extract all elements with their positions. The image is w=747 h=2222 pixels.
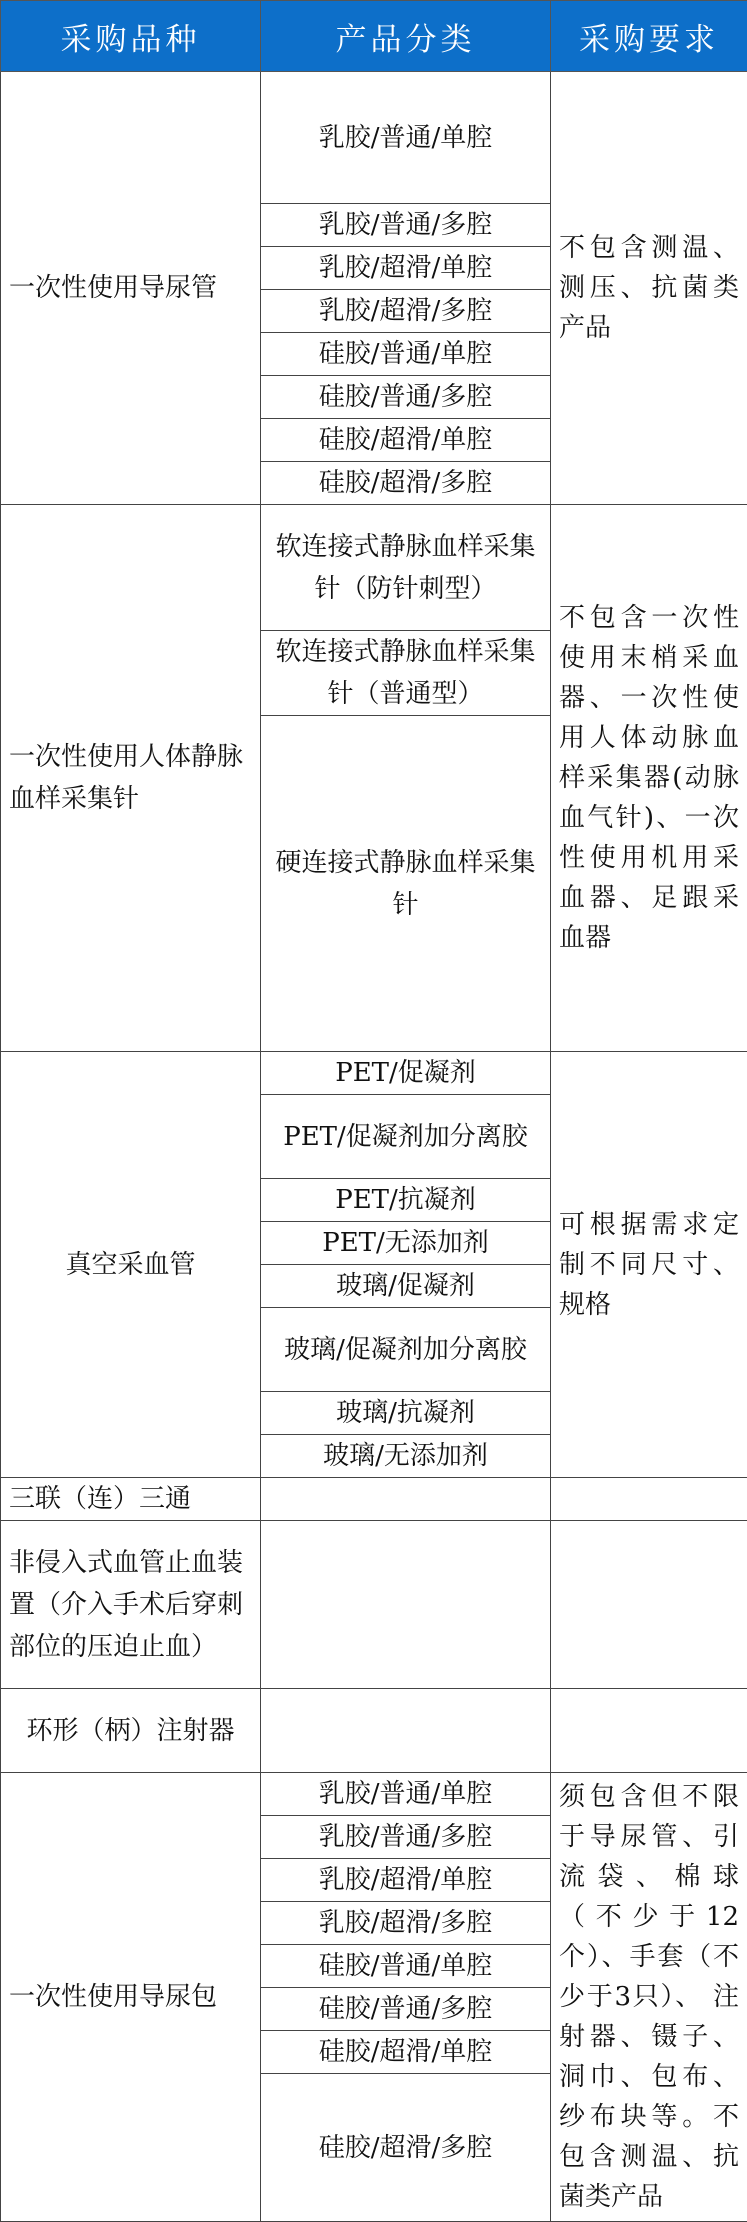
requirement-cell — [551, 1521, 747, 1689]
category-cell: 玻璃/促凝剂 — [261, 1265, 551, 1308]
category-cell: 乳胶/超滑/多腔 — [261, 1902, 551, 1945]
category-cell: 乳胶/普通/单腔 — [261, 1773, 551, 1816]
category-cell: 硅胶/超滑/多腔 — [261, 462, 551, 505]
variety-cell: 真空采血管 — [1, 1052, 261, 1478]
category-cell: PET/抗凝剂 — [261, 1179, 551, 1222]
variety-cell: 一次性使用导尿包 — [1, 1773, 261, 2222]
category-cell: 硅胶/超滑/多腔 — [261, 2074, 551, 2222]
variety-cell: 三联（连）三通 — [1, 1478, 261, 1521]
category-cell: 硅胶/普通/单腔 — [261, 333, 551, 376]
category-cell: 软连接式静脉血样采集针（防针刺型） — [261, 505, 551, 631]
category-cell: 硅胶/普通/单腔 — [261, 1945, 551, 1988]
category-cell: 硅胶/超滑/单腔 — [261, 2031, 551, 2074]
category-cell: 乳胶/超滑/多腔 — [261, 290, 551, 333]
variety-cell: 一次性使用导尿管 — [1, 72, 261, 505]
category-cell: 硬连接式静脉血样采集针 — [261, 716, 551, 1052]
requirement-cell: 不包含一次性使用末梢采血器、一次性使用人体动脉血样采集器(动脉血气针)、一次性使用机用采血器、足跟采血器 — [551, 505, 747, 1052]
category-cell: 硅胶/超滑/单腔 — [261, 419, 551, 462]
category-cell: 乳胶/超滑/单腔 — [261, 247, 551, 290]
requirement-cell: 不包含测温、测压、抗菌类产品 — [551, 72, 747, 505]
variety-cell: 一次性使用人体静脉血样采集针 — [1, 505, 261, 1052]
category-cell: 硅胶/普通/多腔 — [261, 1988, 551, 2031]
category-cell: PET/无添加剂 — [261, 1222, 551, 1265]
category-cell: 玻璃/无添加剂 — [261, 1435, 551, 1478]
variety-cell: 环形（柄）注射器 — [1, 1689, 261, 1773]
header-variety: 采购品种 — [1, 1, 261, 72]
category-cell: 硅胶/普通/多腔 — [261, 376, 551, 419]
category-cell: 乳胶/普通/多腔 — [261, 1816, 551, 1859]
header-category: 产品分类 — [261, 1, 551, 72]
category-cell: 乳胶/普通/单腔 — [261, 72, 551, 204]
header-requirement: 采购要求 — [551, 1, 747, 72]
category-cell: 乳胶/超滑/单腔 — [261, 1859, 551, 1902]
requirement-cell — [551, 1478, 747, 1521]
variety-cell: 非侵入式血管止血装置（介入手术后穿刺部位的压迫止血） — [1, 1521, 261, 1689]
category-cell: 乳胶/普通/多腔 — [261, 204, 551, 247]
category-cell — [261, 1689, 551, 1773]
requirement-cell — [551, 1689, 747, 1773]
category-cell: 玻璃/促凝剂加分离胶 — [261, 1308, 551, 1392]
category-cell: PET/促凝剂加分离胶 — [261, 1095, 551, 1179]
requirement-cell: 可根据需求定制不同尺寸、规格 — [551, 1052, 747, 1478]
category-cell — [261, 1521, 551, 1689]
category-cell — [261, 1478, 551, 1521]
category-cell: PET/促凝剂 — [261, 1052, 551, 1095]
requirement-cell: 须包含但不限于导尿管、引流袋、棉球（不少于12个）、手套（不少于3只）、 注射器、镊子、洞巾、包布、纱布块等。不包含测温、抗菌类产品 — [551, 1773, 747, 2222]
header-row — [1, 1, 747, 72]
category-cell: 软连接式静脉血样采集针（普通型） — [261, 631, 551, 716]
category-cell: 玻璃/抗凝剂 — [261, 1392, 551, 1435]
